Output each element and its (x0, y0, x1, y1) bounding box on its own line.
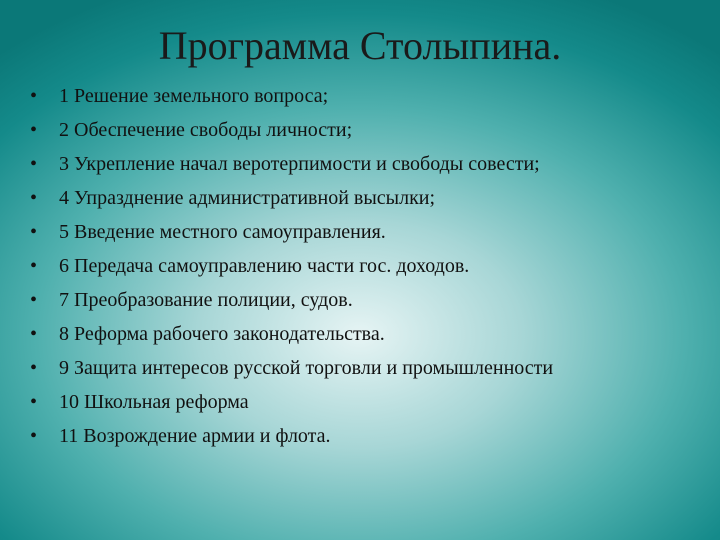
bullet-icon: • (30, 357, 38, 379)
list-item-text: 3 Укрепление начал веротерпимости и свободы совести; (59, 153, 540, 175)
list-item-text: 7 Преобразование полиции, судов. (59, 289, 353, 311)
list-item-text: 5 Введение местного самоуправления. (59, 221, 386, 243)
list-item (30, 356, 648, 380)
bullet-icon: • (30, 221, 38, 243)
bullet-icon: • (30, 119, 38, 141)
list-item-text: 8 Реформа рабочего законодательства. (59, 323, 385, 345)
program-list (30, 84, 648, 448)
bullet-icon: • (30, 255, 38, 277)
list-item-text: 11 Возрождение армии и флота. (59, 425, 331, 447)
list-item (30, 84, 648, 108)
list-item-text: 9 Защита интересов русской торговли и промышленности (59, 357, 554, 379)
list-item (30, 254, 648, 278)
list-item (30, 322, 648, 346)
bullet-icon: • (30, 187, 38, 209)
bullet-icon: • (30, 289, 38, 311)
bullet-icon: • (30, 391, 38, 413)
slide-title: Программа Столыпина. (158, 23, 562, 68)
list-item (30, 390, 648, 414)
list-item (30, 220, 648, 244)
bullet-icon: • (30, 425, 38, 447)
bullet-icon: • (30, 153, 38, 175)
bullet-icon: • (30, 85, 38, 107)
list-item (30, 152, 648, 176)
bullet-icon: • (30, 323, 38, 345)
list-item-text: 6 Передача самоуправлению части гос. доходов. (59, 255, 470, 277)
list-item (30, 118, 648, 142)
list-item-text: 1 Решение земельного вопроса; (59, 85, 329, 107)
list-item (30, 288, 648, 312)
list-item-text: 2 Обеспечение свободы личности; (59, 119, 353, 141)
list-item (30, 186, 648, 210)
list-item (30, 424, 648, 448)
list-item-text: 4 Упразднение административной высылки; (59, 187, 436, 209)
list-item-text: 10 Школьная реформа (59, 391, 249, 413)
